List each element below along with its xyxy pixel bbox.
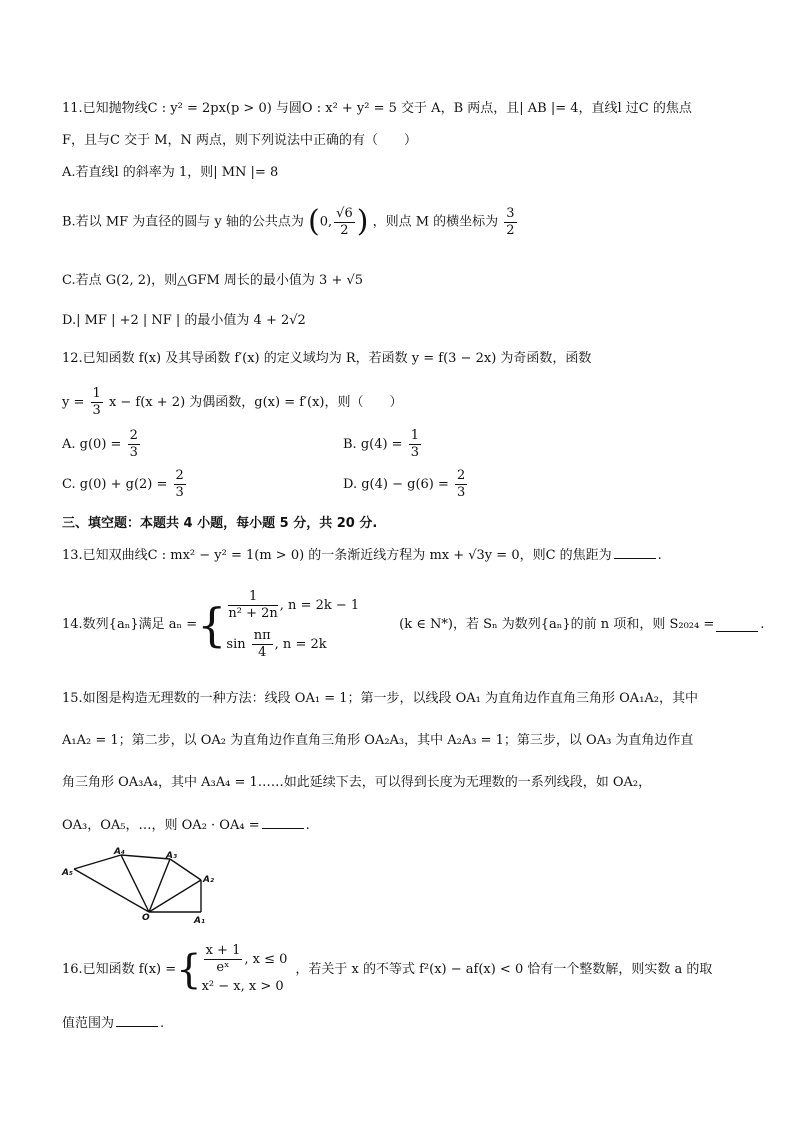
q12-stem-line2 bbox=[62, 385, 402, 421]
q12-option-c bbox=[62, 468, 188, 501]
q13-text: 13.已知双曲线C : mx² − y² = 1(m > 0) 的一条渐近线方程为 mx + √3y = 0，则C 的焦距为 bbox=[62, 548, 612, 563]
q12-stem-frac bbox=[91, 386, 103, 419]
q12-option-c-text: C. g(0) + g(2) = bbox=[62, 477, 168, 492]
q12-option-b bbox=[343, 428, 423, 461]
q12-stem-line1: 12.已知函数 f(x) 及其导函数 f′(x) 的定义域均为 R，若函数 y = f(3 − 2x) 为奇函数，函数 bbox=[62, 351, 592, 366]
q14-pre: 14.数列{aₙ}满足 aₙ = bbox=[62, 617, 198, 632]
label-a1: A₁ bbox=[194, 916, 205, 926]
q16-cases bbox=[202, 943, 288, 998]
frac-num: 2 bbox=[175, 468, 184, 483]
q16-case-1-cond: , x ≤ 0 bbox=[244, 951, 288, 967]
label-o: O bbox=[142, 913, 150, 923]
segment-a2a3 bbox=[170, 859, 201, 880]
frac-num: x + 1 bbox=[205, 942, 241, 958]
q14-case-1 bbox=[226, 589, 359, 622]
q14-cases bbox=[226, 589, 359, 661]
frac-num: 2 bbox=[129, 428, 138, 443]
q12-option-b-frac bbox=[409, 428, 421, 461]
frac-num: nπ bbox=[253, 628, 271, 643]
frac-num: 3 bbox=[506, 205, 515, 221]
q14-k-condition: (k ∈ N*) bbox=[399, 617, 453, 632]
q11-option-b-answer-frac bbox=[504, 206, 516, 239]
label-a2: A₂ bbox=[203, 875, 214, 885]
q14-case-1-frac bbox=[228, 589, 277, 622]
q15-line4: OA₃，OA₅，…，则 OA₂ · OA₄ = . bbox=[62, 818, 310, 833]
segment-oa2 bbox=[149, 880, 201, 912]
section-heading: 三、填空题：本题共 4 小题，每小题 5 分，共 20 分. bbox=[62, 516, 378, 531]
q12-option-a-text: A. g(0) = bbox=[62, 437, 122, 452]
q16-case-1-frac bbox=[204, 943, 243, 976]
label-a5: A₅ bbox=[62, 868, 73, 878]
q11-option-b-point: 0, bbox=[319, 214, 333, 230]
answer-blank[interactable] bbox=[614, 546, 656, 559]
left-paren: ( bbox=[308, 204, 320, 239]
frac-num: 2 bbox=[457, 468, 466, 483]
answer-blank[interactable] bbox=[116, 1014, 158, 1027]
segment-a3a4 bbox=[121, 855, 170, 859]
q12-option-a bbox=[62, 428, 142, 461]
frac-num: 1 bbox=[228, 589, 277, 606]
frac-den: eˣ bbox=[216, 959, 230, 975]
spiral-figure bbox=[62, 845, 212, 925]
left-brace: { bbox=[176, 947, 202, 993]
q16-case-1 bbox=[202, 943, 288, 976]
q16-post: ，若关于 x 的不等式 f²(x) − af(x) < 0 恰有一个整数解，则实数 a 的取 bbox=[295, 962, 713, 977]
frac-num: 1 bbox=[92, 386, 101, 401]
q11-stem-line1: 11.已知抛物线C : y² = 2px(p > 0) 与圆O : x² + y² = 5 交于 A，B 两点，且| AB |= 4，直线l 过C 的焦点 bbox=[62, 101, 692, 116]
q12-stem-pre: y = bbox=[62, 395, 85, 410]
q14: 14.数列{aₙ}满足 aₙ = { $\frac{1}{\text{n² + 2n}}$ , n = 2k − 1 sin $\frac{n\pi}{4}$ , n = 2k (k ∈ N*) ，若 Sₙ 为数列{aₙ}的前 n 项和，则 S₂₀₂₄ = . bbox=[62, 589, 765, 660]
q12-stem-post: x − f(x + 2) 为偶函数，g(x) = f′(x)，则（ ） bbox=[108, 395, 403, 410]
q15-line3: 角三角形 OA₃A₄，其中 A₃A₄ = 1……如此延续下去，可以得到长度为无理数的一系列线段，如 OA₂， bbox=[62, 775, 652, 790]
label-a3: A₃ bbox=[166, 851, 177, 861]
sin-label: sin bbox=[226, 637, 246, 652]
q14-case-2-frac bbox=[252, 628, 273, 661]
segment-a4a5 bbox=[74, 855, 121, 869]
q14-case-2-cond: , n = 2k bbox=[274, 637, 327, 652]
right-paren: ) bbox=[356, 204, 369, 239]
q12-option-a-frac bbox=[128, 428, 140, 461]
answer-blank[interactable] bbox=[262, 816, 304, 829]
frac-den: n² + 2n bbox=[228, 606, 278, 621]
frac-den: 3 bbox=[129, 445, 138, 460]
frac-den: 2 bbox=[506, 222, 515, 238]
q11-option-a: A.若直线l 的斜率为 1，则| MN |= 8 bbox=[62, 165, 279, 180]
q16-line2: 值范围为 . bbox=[62, 1016, 165, 1031]
frac-den: 4 bbox=[258, 645, 267, 660]
q15-line2: A₁A₂ = 1；第二步，以 OA₂ 为直角边作直角三角形 OA₂A₃，其中 A₂A₃ = 1；第三步，以 OA₃ 为直角边作直 bbox=[62, 733, 694, 748]
q11-option-b-point-frac bbox=[334, 206, 355, 239]
q12-option-b-text: B. g(4) = bbox=[343, 437, 403, 452]
q15-line1: 15.如图是构造无理数的一种方法：线段 OA₁ = 1；第一步，以线段 OA₁ 为直角边作直角三角形 OA₁A₂，其中 bbox=[62, 691, 699, 706]
q12-option-d bbox=[343, 468, 469, 501]
q15-line4-text: OA₃，OA₅，…，则 OA₂ · OA₄ = bbox=[62, 818, 260, 833]
q11-option-c: C.若点 G(2, 2)，则△GFM 周长的最小值为 3 + √5 bbox=[62, 273, 364, 288]
q16 bbox=[62, 940, 712, 1000]
frac-den: 3 bbox=[92, 403, 101, 418]
q16-line2-text: 值范围为 bbox=[62, 1016, 115, 1031]
q11-option-b bbox=[62, 202, 519, 243]
q11-option-d: D.| MF | +2 | NF | 的最小值为 4 + 2√2 bbox=[62, 313, 306, 328]
q11-stem-line2: F，且与C 交于 M，N 两点，则下列说法中正确的有（ ） bbox=[62, 133, 418, 148]
frac-den: 3 bbox=[410, 445, 420, 460]
left-brace: { bbox=[197, 598, 227, 652]
q11-option-b-mid: ，则点 M 的横坐标为 bbox=[372, 214, 499, 230]
q12-option-c-frac bbox=[174, 468, 186, 501]
frac-den: 3 bbox=[175, 485, 184, 500]
q14-case-2 bbox=[226, 628, 359, 661]
answer-blank[interactable] bbox=[716, 619, 758, 632]
frac-num: √6 bbox=[336, 205, 353, 221]
q12-option-d-frac bbox=[455, 468, 467, 501]
q16-pre: 16.已知函数 f(x) = bbox=[62, 962, 177, 977]
frac-num: 1 bbox=[410, 428, 420, 443]
frac-den: 3 bbox=[457, 485, 466, 500]
label-a4: A₄ bbox=[114, 847, 125, 857]
q16-case-2: x² − x, x > 0 bbox=[201, 978, 284, 994]
q13: 13.已知双曲线C : mx² − y² = 1(m > 0) 的一条渐近线方程为 mx + √3y = 0，则C 的焦距为 . bbox=[62, 548, 662, 563]
q12-option-d-text: D. g(4) − g(6) = bbox=[343, 477, 449, 492]
q11-option-b-text: B.若以 MF 为直径的圆与 y 轴的公共点为 bbox=[62, 214, 304, 230]
frac-den: 2 bbox=[340, 222, 349, 238]
q14-case-1-cond: , n = 2k − 1 bbox=[279, 598, 360, 613]
segment-oa3 bbox=[149, 859, 170, 912]
q14-post: ，若 Sₙ 为数列{aₙ}的前 n 项和，则 S₂₀₂₄ = bbox=[452, 617, 715, 632]
